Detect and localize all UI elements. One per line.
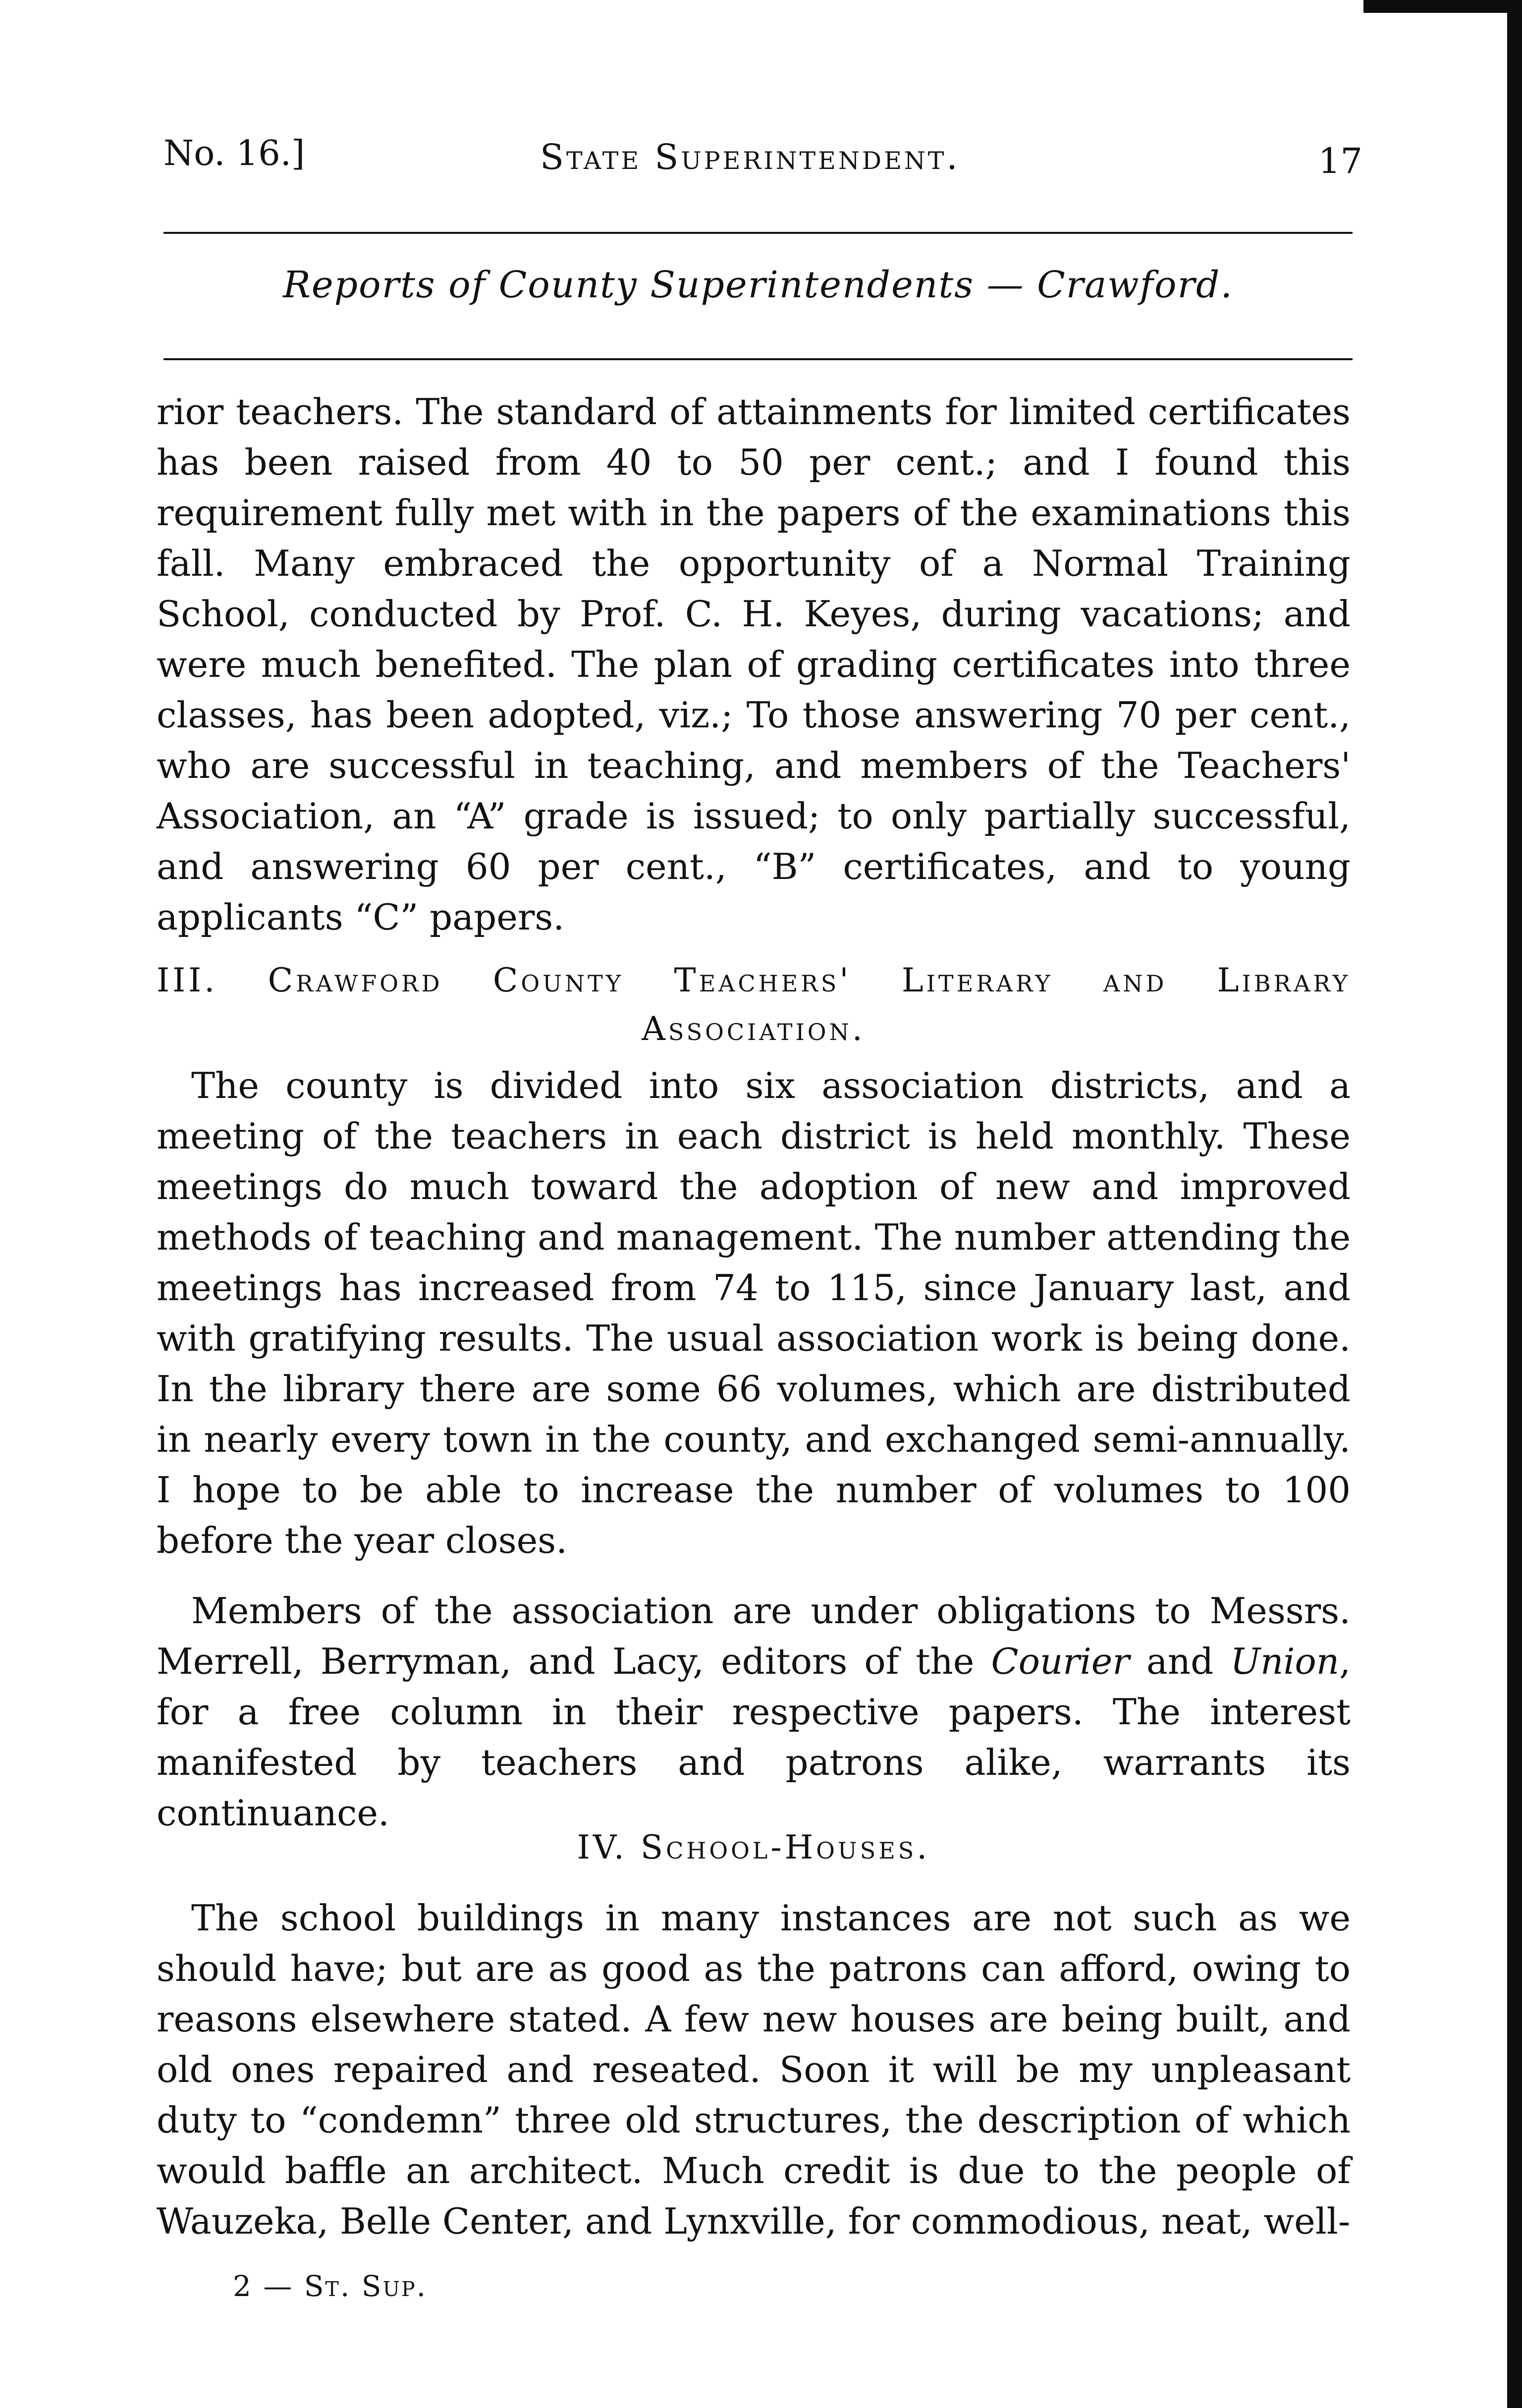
section-heading-iii-line1: III. Crawford County Teachers' Literary and Library bbox=[157, 961, 1351, 999]
newspaper-courier: Courier bbox=[991, 1641, 1130, 1682]
scan-edge-top bbox=[1363, 0, 1522, 13]
section-heading-iii bbox=[157, 956, 1351, 1053]
running-header bbox=[163, 133, 1362, 187]
text-run: Members of the association are under obligations to Messrs. Merrell, Berryman, and Lacy, editors of the bbox=[157, 1590, 1351, 1682]
text-run: and bbox=[1146, 1641, 1214, 1682]
page-number: 17 bbox=[1318, 141, 1362, 181]
paragraph-editors bbox=[157, 1586, 1351, 1838]
paragraph-association bbox=[157, 1060, 1351, 1566]
paragraph-text: rior teachers. The standard of attainments for limited certificates has been raised from 40 to 50 per cent.; and I found this requirement fully met with in the papers of the examinations this fall. Many embraced the opportunity of a Normal Training School, conducted by Prof. C. H. Keyes, during vacations; and were much benefited. The plan of grading certificates into three classes, has been adopted, viz.; To those answering 70 per cent., who are successful in teaching, and members of the Teachers' Association, an “A” grade is issued; to only partially successful, and answering 60 per cent., “B” certificates, and to young applicants “C” papers. bbox=[157, 391, 1351, 938]
section-subheading: Reports of County Superintendents — Crawford. bbox=[283, 264, 1233, 306]
paragraph-text: The school buildings in many instances are not such as we should have; but are as good as the patrons can afford, owing to reasons elsewhere stated. A few new houses are being built, and old ones repaired and reseated. Soon it will be my unpleasant duty to “condemn” three old structures, the description of which would baffle an architect. Much credit is due to the people of Wauzeka, Belle Center, and Lynxville, for commodious, neat, well- bbox=[157, 1897, 1351, 2242]
newspaper-union: Union bbox=[1230, 1641, 1340, 1682]
paragraph-school-houses bbox=[157, 1893, 1351, 2246]
paragraph-certificates bbox=[157, 386, 1351, 942]
section-heading-iv: IV. School-Houses. bbox=[577, 1828, 930, 1866]
paragraph-text bbox=[157, 1586, 1351, 1838]
text-run: , for a free column in their respective papers. The interest manifested by teachers and patrons alike, warrants its continuance. bbox=[157, 1641, 1351, 1834]
signature-mark: 2 — St. Sup. bbox=[233, 2269, 428, 2303]
running-title: State Superintendent. bbox=[540, 137, 960, 177]
paragraph-text: The county is divided into six association districts, and a meeting of the teachers in each district is held monthly. These meetings do much toward the adoption of new and improved methods of teaching and management. The number attending the meetings has increased from 74 to 115, since January last, and with gratifying results. The usual association work is being done. In the library there are some 66 volumes, which are distributed in nearly every town in the county, and exchanged semi-annually. I hope to be able to increase the number of volumes to 100 before the year closes. bbox=[157, 1065, 1351, 1561]
scan-edge-right bbox=[1507, 0, 1522, 2408]
top-rule bbox=[163, 232, 1353, 234]
section-heading-iii-line2: Association. bbox=[642, 1010, 866, 1048]
issue-number: No. 16.] bbox=[163, 133, 305, 173]
bottom-rule bbox=[163, 358, 1353, 360]
